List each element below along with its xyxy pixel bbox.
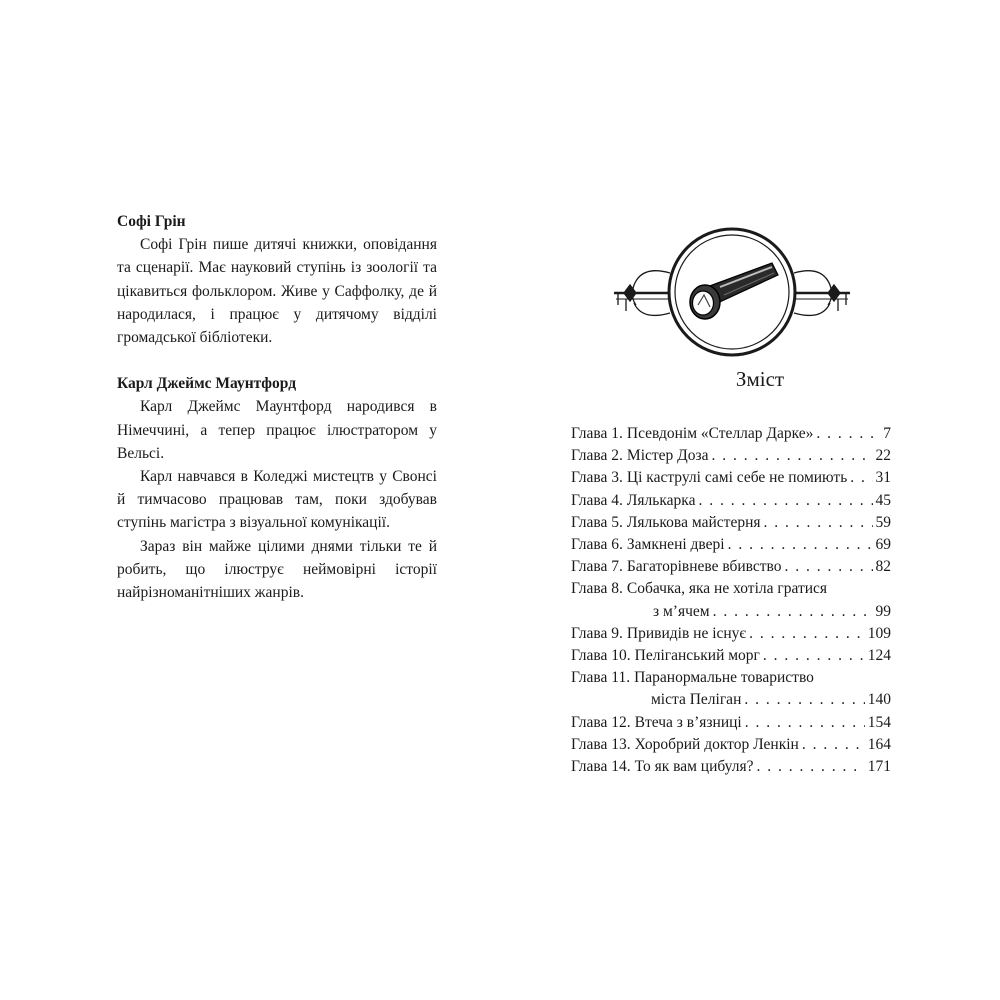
bio-paragraph: Карл Джеймс Маунтфорд народився в Німеччині, а тепер працює ілюстратором у Вельсі. [117,398,437,462]
toc-chapter-title: Втеча з в’язниці [634,713,742,731]
toc-page-number: 124 [867,647,891,665]
toc-chapter-title: Псевдонім «Стеллар Дарке» [626,425,814,442]
toc-page-number: 171 [867,758,891,776]
toc-entry[interactable] [571,667,891,711]
toc-leader-dots [713,601,873,623]
toc-chapter-title: Багаторівневе вбивство [626,558,782,576]
bio-name: Софі Грін [117,213,186,230]
toc-entry[interactable] [571,623,891,645]
toc-entry[interactable] [571,556,891,578]
toc-chapter-number: Глава 4. [571,491,623,509]
toc-leader-dots [711,445,872,467]
bio-paragraph: Карл навчався в Коледжі мистецтв у Свонсі й тимчасово працював там, поки здобував ступінь магістра з візуальної комунікації. [117,468,437,532]
toc-entry[interactable] [571,578,891,622]
toc-chapter-number: Глава 7. [571,558,623,576]
toc-chapter-number: Глава 3. [571,469,623,487]
toc-entry[interactable] [571,490,891,512]
toc-entry[interactable] [571,734,891,756]
toc-entry[interactable] [571,512,891,534]
table-of-contents [571,423,891,778]
toc-entry[interactable] [571,756,891,778]
toc-chapter-title: Містер Доза [626,447,709,465]
toc-leader-dots [728,534,873,556]
toc-chapter-number: Глава 14. [571,758,631,776]
toc-entry[interactable] [571,712,891,734]
toc-chapter-number: Глава 5. [571,513,623,531]
toc-chapter-title: Лялькарка [626,491,696,509]
toc-leader-dots [744,689,864,711]
toc-page-number: 164 [867,735,891,753]
toc-leader-dots [802,734,865,756]
toc-chapter-title: Замкнені двері [626,536,725,554]
toc-chapter-title: Ці каструлі самі себе не помиють [626,469,848,487]
toc-entry[interactable] [571,534,891,556]
toc-leader-dots [749,623,865,645]
toc-page-number: 82 [875,558,891,576]
bio-name: Карл Джеймс Маунтфорд [117,375,297,393]
bio-paragraph: Софі Грін пише дитячі книжки, оповідання та сценарії. Має науковий ступінь із зоології та цікавиться фольклором. Живе у Саффолку, де й народилася, і працює у дитячому відділі громадської бібліотеки. [117,236,437,347]
toc-page-number: 154 [867,713,891,731]
toc-page-number: 140 [867,691,891,709]
toc-chapter-number: Глава 12. [571,713,631,731]
toc-chapter-title-continued: міста Пеліган [651,691,742,709]
toc-page-number: 31 [875,469,891,487]
toc-page-number: 22 [875,447,891,465]
toc-chapter-title: Хоробрий доктор Ленкін [634,735,799,753]
toc-chapter-number: Глава 9. [571,624,623,642]
toc-page-number: 109 [867,624,891,642]
toc-page-number: 7 [883,425,891,442]
toc-chapter-number: Глава 8. [571,580,623,598]
toc-leader-dots [745,712,865,734]
toc-chapter-number: Глава 13. [571,735,631,753]
bio-paragraph: Зараз він майже цілими днями тільки те й робить, що ілюструє неймовірні історії найрізноманітніших жанрів. [117,537,437,602]
toc-leader-dots [698,490,872,512]
toc-chapter-title: Привидів не існує [626,624,747,642]
toc-page-number: 45 [875,491,891,509]
ornament-right [794,271,850,316]
toc-title: Зміст [735,367,785,391]
toc-entry[interactable] [571,645,891,667]
toc-chapter-title: Собачка, яка не хотіла гратися [626,580,828,598]
toc-chapter-title: То як вам цибуля? [634,758,754,776]
toc-leader-dots [764,512,873,534]
toc-chapter-title-continued: з м’ячем [653,602,710,620]
ornament-left [614,271,670,316]
toc-entry[interactable] [571,423,891,445]
toc-chapter-title: Пеліганський морг [634,647,760,665]
toc-entry[interactable] [571,445,891,467]
flashlight-emblem [612,225,852,360]
toc-chapter-title: Паранормальне товариство [634,669,814,687]
bio-sophie-green [117,210,437,349]
toc-leader-dots [757,756,865,778]
toc-chapter-number: Глава 1. [571,425,623,442]
toc-chapter-number: Глава 6. [571,536,623,554]
toc-page-number: 59 [875,513,891,531]
toc-chapter-number: Глава 10. [571,647,631,665]
toc-leader-dots [850,467,872,489]
toc-page-number: 69 [875,536,891,554]
toc-leader-dots [816,423,880,445]
toc-entry[interactable] [571,467,891,489]
toc-chapter-title: Ляльковa майстерня [626,513,761,531]
toc-page-number: 99 [875,602,891,620]
bio-karl-mountford [117,372,437,604]
author-bios [117,210,437,627]
toc-leader-dots [785,556,873,578]
toc-chapter-number: Глава 11. [571,669,631,687]
toc-chapter-number: Глава 2. [571,447,623,465]
toc-leader-dots [763,645,865,667]
